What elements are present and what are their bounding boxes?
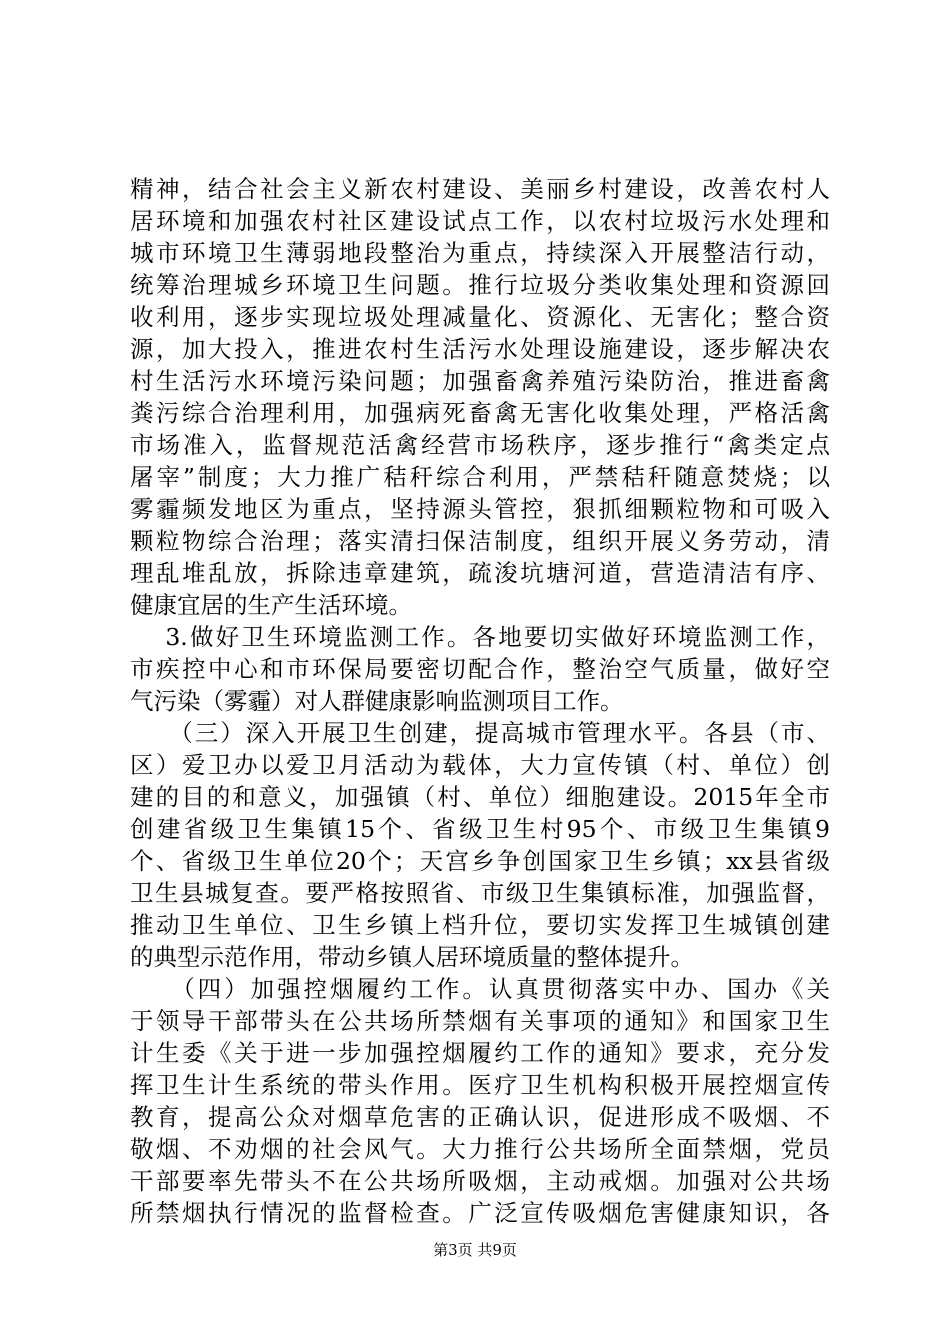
paragraph-line: 建的目的和意义，加强镇（村、单位）细胞建设。2015年全市	[130, 783, 830, 811]
paragraph-line: 个、省级卫生单位20个；天宫乡争创国家卫生乡镇；xx县省级	[130, 847, 830, 875]
paragraph-line: （三）深入开展卫生创建，提高城市管理水平。各县（市、	[130, 719, 830, 747]
paragraph-line: 居环境和加强农村社区建设试点工作，以农村垃圾污水处理和	[130, 207, 830, 235]
paragraph-line: 源，加大投入，推进农村生活污水处理设施建设，逐步解决农	[130, 335, 830, 363]
paragraph-line: 所禁烟执行情况的监督检查。广泛宣传吸烟危害健康知识，各	[130, 1199, 830, 1227]
paragraph-line: 挥卫生计生系统的带头作用。医疗卫生机构积极开展控烟宣传	[130, 1071, 830, 1099]
paragraph-line: 的典型示范作用，带动乡镇人居环境质量的整体提升。	[130, 943, 694, 971]
paragraph-line: 创建省级卫生集镇15个、省级卫生村95个、市级卫生集镇9	[130, 815, 830, 843]
paragraph-line: 于领导干部带头在公共场所禁烟有关事项的通知》和国家卫生	[130, 1007, 830, 1035]
page-footer: 第3页 共9页	[433, 1241, 517, 1259]
paragraph-line: 卫生县城复查。要严格按照省、市级卫生集镇标准，加强监督，	[130, 879, 830, 907]
paragraph-line: 敬烟、不劝烟的社会风气。大力推行公共场所全面禁烟，党员	[130, 1135, 830, 1163]
paragraph-line: 市疾控中心和市环保局要密切配合作，整治空气质量，做好空	[130, 655, 830, 683]
paragraph-line: 干部要率先带头不在公共场所吸烟，主动戒烟。加强对公共场	[130, 1167, 830, 1195]
paragraph-line: 健康宜居的生产生活环境。	[130, 591, 412, 619]
paragraph-line: 收利用，逐步实现垃圾处理减量化、资源化、无害化；整合资	[130, 303, 830, 331]
paragraph-line: 计生委《关于进一步加强控烟履约工作的通知》要求，充分发	[130, 1039, 830, 1067]
paragraph-line: 粪污综合治理利用，加强病死畜禽无害化收集处理，严格活禽	[130, 399, 830, 427]
paragraph-line: 颗粒物综合治理；落实清扫保洁制度，组织开展义务劳动，清	[130, 527, 830, 555]
paragraph-line: 市场准入，监督规范活禽经营市场秩序，逐步推行“禽类定点	[130, 431, 830, 459]
paragraph-line: 城市环境卫生薄弱地段整治为重点，持续深入开展整洁行动，	[130, 239, 830, 267]
paragraph-line: （四）加强控烟履约工作。认真贯彻落实中办、国办《关	[130, 975, 830, 1003]
paragraph-line: 统筹治理城乡环境卫生问题。推行垃圾分类收集处理和资源回	[130, 271, 830, 299]
paragraph-line: 教育，提高公众对烟草危害的正确认识，促进形成不吸烟、不	[130, 1103, 830, 1131]
paragraph-line: 理乱堆乱放，拆除违章建筑，疏浚坑塘河道，营造清洁有序、	[130, 559, 830, 587]
paragraph-line: 区）爱卫办以爱卫月活动为载体，大力宣传镇（村、单位）创	[130, 751, 830, 779]
paragraph-line: 村生活污水环境污染问题；加强畜禽养殖污染防治，推进畜禽	[130, 367, 830, 395]
paragraph-line: 3.做好卫生环境监测工作。各地要切实做好环境监测工作，	[130, 623, 830, 651]
paragraph-line: 雾霾频发地区为重点，坚持源头管控，狠抓细颗粒物和可吸入	[130, 495, 830, 523]
paragraph-line: 屠宰”制度；大力推广秸秆综合利用，严禁秸秆随意焚烧；以	[130, 463, 830, 491]
paragraph-line: 气污染（雾霾）对人群健康影响监测项目工作。	[130, 687, 624, 715]
paragraph-line: 精神，结合社会主义新农村建设、美丽乡村建设，改善农村人	[130, 175, 830, 203]
paragraph-line: 推动卫生单位、卫生乡镇上档升位，要切实发挥卫生城镇创建	[130, 911, 830, 939]
